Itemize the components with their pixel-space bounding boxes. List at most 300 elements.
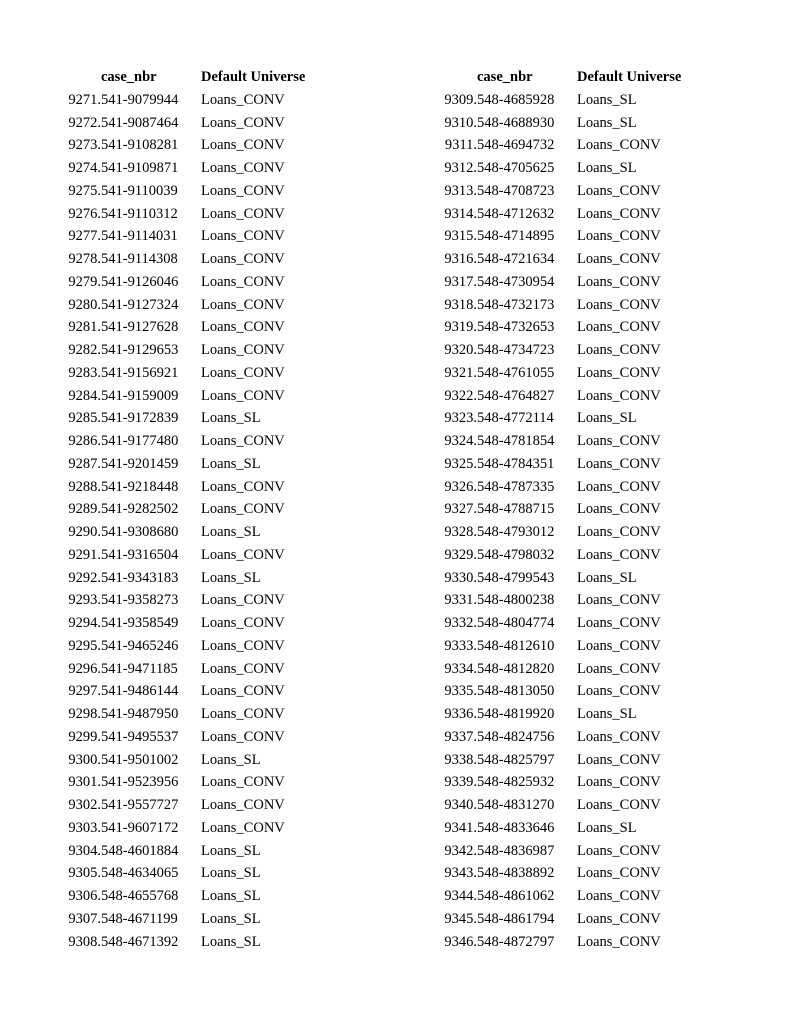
table-row <box>426 680 727 703</box>
default-universe-cell: Loans_CONV <box>577 387 661 404</box>
default-universe-cell: Loans_CONV <box>577 251 661 267</box>
obs-number: 9293. <box>68 592 101 609</box>
obs-number: 9302. <box>68 797 101 813</box>
case-nbr-cell: 548-4712632 <box>477 205 555 222</box>
table-row <box>50 589 351 612</box>
header-row <box>426 66 727 89</box>
table-row <box>50 635 351 658</box>
obs-number: 9322. <box>444 387 477 404</box>
table-row <box>426 635 727 658</box>
table-row <box>50 612 351 635</box>
case-nbr-cell: 541-9218448 <box>101 478 179 495</box>
obs-number: 9311. <box>444 137 477 154</box>
default-universe-cell: Loans_CONV <box>201 592 285 609</box>
obs-number: 9282. <box>68 342 101 358</box>
default-universe-cell: Loans_CONV <box>577 865 661 882</box>
case-nbr-cell: 541-9501002 <box>101 751 179 768</box>
default-universe-cell: Loans_SL <box>577 91 637 108</box>
obs-number: 9329. <box>444 546 477 563</box>
default-universe-cell: Loans_CONV <box>577 660 661 677</box>
default-universe-cell: Loans_SL <box>577 569 637 586</box>
default-universe-cell: Loans_SL <box>577 114 637 131</box>
case-nbr-cell: 548-4861794 <box>477 910 555 927</box>
default-universe-cell: Loans_CONV <box>201 228 285 245</box>
table-row <box>50 703 351 726</box>
case-nbr-cell: 548-4861062 <box>477 888 555 904</box>
default-universe-cell: Loans_SL <box>577 410 637 427</box>
case-nbr-cell: 541-9127628 <box>101 319 179 336</box>
case-nbr-cell: 541-9159009 <box>101 387 179 404</box>
obs-number: 9343. <box>444 865 477 882</box>
case-nbr-cell: 548-4788715 <box>477 501 555 518</box>
default-universe-cell: Loans_CONV <box>577 683 661 700</box>
right-table <box>426 66 727 953</box>
default-universe-cell: Loans_CONV <box>201 637 285 654</box>
case-nbr-cell: 548-4655768 <box>101 888 179 904</box>
table-row <box>50 771 351 794</box>
obs-number: 9271. <box>68 91 101 108</box>
table-row <box>50 134 351 157</box>
table-row <box>426 589 727 612</box>
case-nbr-cell: 548-4831270 <box>477 797 555 813</box>
obs-number: 9299. <box>68 728 101 745</box>
case-nbr-cell: 548-4730954 <box>477 273 555 290</box>
obs-number: 9323. <box>444 410 477 427</box>
table-row <box>426 567 727 590</box>
table-row <box>426 362 727 385</box>
obs-number: 9318. <box>444 296 477 313</box>
case-nbr-cell: 541-9523956 <box>101 774 179 791</box>
obs-number: 9326. <box>444 478 477 495</box>
table-row <box>50 430 351 453</box>
case-nbr-cell: 541-9079944 <box>101 91 179 108</box>
default-universe-cell: Loans_CONV <box>577 296 661 313</box>
obs-number: 9338. <box>444 751 477 768</box>
case-nbr-cell: 548-4685928 <box>477 91 555 108</box>
obs-number: 9339. <box>444 774 477 791</box>
obs-number: 9283. <box>68 364 101 381</box>
obs-number: 9278. <box>68 251 101 267</box>
obs-number: 9274. <box>68 160 101 176</box>
default-universe-cell: Loans_CONV <box>577 615 661 631</box>
default-universe-cell: Loans_CONV <box>201 251 285 267</box>
table-row <box>50 817 351 840</box>
default-universe-cell: Loans_CONV <box>577 478 661 495</box>
obs-number: 9277. <box>68 228 101 245</box>
obs-number: 9325. <box>444 455 477 472</box>
table-row <box>426 862 727 885</box>
case-nbr-cell: 548-4688930 <box>477 114 555 131</box>
case-nbr-cell: 541-9487950 <box>101 706 179 722</box>
case-nbr-cell: 548-4634065 <box>101 865 179 882</box>
default-universe-cell: Loans_CONV <box>577 592 661 609</box>
case-nbr-cell: 548-4694732 <box>477 137 555 154</box>
default-universe-cell: Loans_CONV <box>201 137 285 154</box>
obs-number: 9342. <box>444 842 477 859</box>
table-row <box>50 908 351 931</box>
obs-number: 9308. <box>68 933 101 950</box>
default-universe-cell: Loans_CONV <box>201 546 285 563</box>
default-universe-cell: Loans_CONV <box>201 160 285 176</box>
case-nbr-cell: 541-9109871 <box>101 160 179 176</box>
obs-number: 9298. <box>68 706 101 722</box>
table-row <box>50 407 351 430</box>
case-nbr-cell: 541-9358273 <box>101 592 179 609</box>
table-row <box>426 931 727 954</box>
case-nbr-header: case_nbr <box>477 69 533 85</box>
obs-number: 9276. <box>68 205 101 222</box>
case-nbr-cell: 548-4721634 <box>477 251 555 267</box>
table-row <box>50 294 351 317</box>
default-universe-cell: Loans_SL <box>201 524 261 540</box>
default-universe-cell: Loans_CONV <box>577 910 661 927</box>
default-universe-cell: Loans_CONV <box>201 706 285 722</box>
case-nbr-cell: 541-9129653 <box>101 342 179 358</box>
table-row <box>426 476 727 499</box>
table-row <box>426 225 727 248</box>
table-row <box>50 89 351 112</box>
obs-number: 9328. <box>444 524 477 540</box>
case-nbr-cell: 548-4804774 <box>477 615 555 631</box>
obs-number: 9336. <box>444 706 477 722</box>
case-nbr-cell: 541-9114031 <box>101 228 178 245</box>
default-universe-cell: Loans_SL <box>201 410 261 427</box>
table-row <box>50 931 351 954</box>
case-nbr-cell: 548-4732653 <box>477 319 555 336</box>
default-universe-cell: Loans_CONV <box>201 296 285 313</box>
default-universe-cell: Loans_SL <box>201 933 261 950</box>
case-nbr-cell: 541-9607172 <box>101 819 179 836</box>
case-nbr-cell: 548-4793012 <box>477 524 555 540</box>
case-nbr-cell: 548-4732173 <box>477 296 555 313</box>
table-row <box>426 544 727 567</box>
table-row <box>426 407 727 430</box>
table-row <box>426 658 727 681</box>
obs-number: 9289. <box>68 501 101 518</box>
table-row <box>50 385 351 408</box>
obs-number: 9273. <box>68 137 101 154</box>
default-universe-cell: Loans_CONV <box>577 364 661 381</box>
obs-number: 9310. <box>444 114 477 131</box>
default-universe-header: Default Universe <box>577 69 682 85</box>
default-universe-cell: Loans_CONV <box>201 91 285 108</box>
obs-number: 9337. <box>444 728 477 745</box>
obs-number: 9331. <box>444 592 477 609</box>
table-row <box>426 316 727 339</box>
table-row <box>50 680 351 703</box>
case-nbr-cell: 541-9308680 <box>101 524 179 540</box>
obs-number: 9335. <box>444 683 477 700</box>
default-universe-cell: Loans_CONV <box>201 387 285 404</box>
case-nbr-cell: 541-9471185 <box>101 660 178 677</box>
obs-number: 9297. <box>68 683 101 700</box>
obs-number: 9288. <box>68 478 101 495</box>
case-nbr-cell: 541-9156921 <box>101 364 179 381</box>
default-universe-cell: Loans_CONV <box>201 660 285 677</box>
default-universe-cell: Loans_CONV <box>577 205 661 222</box>
case-nbr-cell: 541-9316504 <box>101 546 179 563</box>
obs-number: 9327. <box>444 501 477 518</box>
default-universe-cell: Loans_CONV <box>577 137 661 154</box>
left-table-body <box>50 89 351 954</box>
table-row <box>426 749 727 772</box>
obs-number: 9346. <box>444 933 477 950</box>
case-nbr-cell: 548-4705625 <box>477 160 555 176</box>
default-universe-cell: Loans_SL <box>201 455 261 472</box>
obs-number: 9315. <box>444 228 477 245</box>
obs-number: 9317. <box>444 273 477 290</box>
default-universe-cell: Loans_CONV <box>201 728 285 745</box>
default-universe-cell: Loans_CONV <box>201 797 285 813</box>
table-row <box>50 248 351 271</box>
table-row <box>50 271 351 294</box>
default-universe-cell: Loans_CONV <box>201 273 285 290</box>
case-nbr-cell: 548-4601884 <box>101 842 179 859</box>
case-nbr-cell: 548-4872797 <box>477 933 555 950</box>
obs-number: 9330. <box>444 569 477 586</box>
obs-number: 9341. <box>444 819 477 836</box>
default-universe-cell: Loans_SL <box>201 751 261 768</box>
table-row <box>50 726 351 749</box>
case-nbr-cell: 548-4824756 <box>477 728 555 745</box>
obs-number: 9333. <box>444 637 477 654</box>
case-nbr-cell: 548-4798032 <box>477 546 555 563</box>
obs-number: 9334. <box>444 660 477 677</box>
case-nbr-cell: 548-4781854 <box>477 433 555 449</box>
obs-number: 9324. <box>444 433 477 449</box>
default-universe-cell: Loans_SL <box>201 888 261 904</box>
table-row <box>50 749 351 772</box>
obs-number: 9303. <box>68 819 101 836</box>
case-nbr-cell: 541-9358549 <box>101 615 179 631</box>
table-row <box>426 817 727 840</box>
default-universe-cell: Loans_SL <box>577 706 637 722</box>
case-nbr-cell: 548-4714895 <box>477 228 555 245</box>
obs-number: 9280. <box>68 296 101 313</box>
right-table-body <box>426 89 727 954</box>
table-row <box>50 203 351 226</box>
default-universe-cell: Loans_SL <box>577 819 637 836</box>
default-universe-cell: Loans_CONV <box>577 342 661 358</box>
table-row <box>426 453 727 476</box>
obs-number: 9301. <box>68 774 101 791</box>
default-universe-cell: Loans_CONV <box>577 433 661 449</box>
default-universe-cell: Loans_CONV <box>577 546 661 563</box>
default-universe-cell: Loans_CONV <box>577 524 661 540</box>
table-row <box>50 794 351 817</box>
case-nbr-cell: 548-4833646 <box>477 819 555 836</box>
case-nbr-cell: 541-9172839 <box>101 410 179 427</box>
table-row <box>426 703 727 726</box>
obs-number: 9313. <box>444 182 477 199</box>
table-row <box>50 112 351 135</box>
default-universe-cell: Loans_CONV <box>201 182 285 199</box>
case-nbr-cell: 548-4761055 <box>477 364 555 381</box>
case-nbr-cell: 548-4708723 <box>477 182 555 199</box>
case-nbr-cell: 541-9087464 <box>101 114 179 131</box>
obs-number: 9307. <box>68 910 101 927</box>
table-row <box>426 339 727 362</box>
case-nbr-cell: 548-4784351 <box>477 455 555 472</box>
default-universe-cell: Loans_CONV <box>577 774 661 791</box>
default-universe-cell: Loans_SL <box>201 865 261 882</box>
table-row <box>50 225 351 248</box>
obs-number: 9312. <box>444 160 477 176</box>
case-nbr-cell: 541-9557727 <box>101 797 179 813</box>
obs-number: 9285. <box>68 410 101 427</box>
default-universe-cell: Loans_SL <box>201 842 261 859</box>
table-row <box>426 498 727 521</box>
table-row <box>50 453 351 476</box>
default-universe-cell: Loans_CONV <box>577 319 661 336</box>
case-nbr-cell: 541-9108281 <box>101 137 179 154</box>
obs-number: 9304. <box>68 842 101 859</box>
obs-number: 9281. <box>68 319 101 336</box>
table-row <box>426 430 727 453</box>
default-universe-cell: Loans_CONV <box>577 751 661 768</box>
table-row <box>426 385 727 408</box>
table-row <box>426 294 727 317</box>
obs-number: 9290. <box>68 524 101 540</box>
case-nbr-header: case_nbr <box>101 69 157 85</box>
case-nbr-cell: 548-4812610 <box>477 637 555 654</box>
table-row <box>50 521 351 544</box>
obs-number: 9305. <box>68 865 101 882</box>
table-row <box>426 203 727 226</box>
obs-number: 9295. <box>68 637 101 654</box>
table-row <box>426 112 727 135</box>
table-row <box>426 180 727 203</box>
case-nbr-cell: 548-4764827 <box>477 387 555 404</box>
case-nbr-cell: 541-9343183 <box>101 569 179 586</box>
default-universe-cell: Loans_CONV <box>577 797 661 813</box>
case-nbr-cell: 541-9114308 <box>101 251 178 267</box>
table-row <box>50 157 351 180</box>
default-universe-cell: Loans_CONV <box>201 205 285 222</box>
table-row <box>426 794 727 817</box>
case-nbr-cell: 548-4812820 <box>477 660 555 677</box>
default-universe-cell: Loans_CONV <box>201 319 285 336</box>
default-universe-cell: Loans_CONV <box>201 683 285 700</box>
case-nbr-cell: 541-9486144 <box>101 683 179 700</box>
table-row <box>50 840 351 863</box>
case-nbr-cell: 548-4800238 <box>477 592 555 609</box>
default-universe-cell: Loans_SL <box>577 160 637 176</box>
left-table <box>50 66 351 953</box>
case-nbr-cell: 548-4819920 <box>477 706 555 722</box>
table-row <box>426 521 727 544</box>
case-nbr-cell: 548-4734723 <box>477 342 555 358</box>
table-row <box>50 658 351 681</box>
case-nbr-cell: 541-9282502 <box>101 501 179 518</box>
right-listing <box>426 66 727 953</box>
case-nbr-cell: 548-4836987 <box>477 842 555 859</box>
case-nbr-cell: 541-9177480 <box>101 433 179 449</box>
default-universe-header: Default Universe <box>201 69 306 85</box>
default-universe-cell: Loans_SL <box>201 910 261 927</box>
table-row <box>50 316 351 339</box>
table-row <box>426 157 727 180</box>
table-row <box>426 726 727 749</box>
obs-number: 9340. <box>444 797 477 813</box>
table-row <box>50 180 351 203</box>
table-row <box>50 885 351 908</box>
case-nbr-cell: 548-4671392 <box>101 933 179 950</box>
obs-number: 9344. <box>444 888 477 904</box>
default-universe-cell: Loans_CONV <box>577 501 661 518</box>
obs-number: 9345. <box>444 910 477 927</box>
case-nbr-cell: 548-4799543 <box>477 569 555 586</box>
table-row <box>50 476 351 499</box>
obs-number: 9291. <box>68 546 101 563</box>
case-nbr-cell: 548-4825797 <box>477 751 555 768</box>
obs-number: 9286. <box>68 433 101 449</box>
obs-number: 9292. <box>68 569 101 586</box>
default-universe-cell: Loans_CONV <box>577 455 661 472</box>
left-listing <box>50 66 351 953</box>
obs-number: 9306. <box>68 888 101 904</box>
obs-number: 9320. <box>444 342 477 358</box>
table-row <box>426 885 727 908</box>
case-nbr-cell: 541-9465246 <box>101 637 179 654</box>
obs-number: 9332. <box>444 615 477 631</box>
default-universe-cell: Loans_CONV <box>577 888 661 904</box>
default-universe-cell: Loans_CONV <box>577 273 661 290</box>
obs-number: 9275. <box>68 182 101 199</box>
default-universe-cell: Loans_CONV <box>577 842 661 859</box>
case-nbr-cell: 548-4671199 <box>101 910 178 927</box>
obs-number: 9296. <box>68 660 101 677</box>
obs-number: 9321. <box>444 364 477 381</box>
obs-number: 9300. <box>68 751 101 768</box>
case-nbr-cell: 541-9126046 <box>101 273 179 290</box>
case-nbr-cell: 548-4825932 <box>477 774 555 791</box>
case-nbr-cell: 548-4838892 <box>477 865 555 882</box>
header-row <box>50 66 351 89</box>
obs-number: 9284. <box>68 387 101 404</box>
obs-number: 9314. <box>444 205 477 222</box>
table-row <box>426 134 727 157</box>
table-row <box>50 544 351 567</box>
obs-number: 9316. <box>444 251 477 267</box>
case-nbr-cell: 548-4813050 <box>477 683 555 700</box>
table-row <box>50 362 351 385</box>
default-universe-cell: Loans_CONV <box>577 933 661 950</box>
default-universe-cell: Loans_CONV <box>201 819 285 836</box>
default-universe-cell: Loans_CONV <box>201 342 285 358</box>
default-universe-cell: Loans_CONV <box>201 364 285 381</box>
table-row <box>426 248 727 271</box>
default-universe-cell: Loans_CONV <box>577 637 661 654</box>
table-row <box>426 89 727 112</box>
default-universe-cell: Loans_CONV <box>201 615 285 631</box>
case-nbr-cell: 541-9110312 <box>101 205 178 222</box>
obs-number: 9294. <box>68 615 101 631</box>
case-nbr-cell: 541-9495537 <box>101 728 179 745</box>
obs-number: 9319. <box>444 319 477 336</box>
default-universe-cell: Loans_CONV <box>201 114 285 131</box>
obs-number: 9309. <box>444 91 477 108</box>
obs-number: 9287. <box>68 455 101 472</box>
case-nbr-cell: 541-9201459 <box>101 455 179 472</box>
default-universe-cell: Loans_CONV <box>201 433 285 449</box>
table-row <box>50 862 351 885</box>
obs-number: 9279. <box>68 273 101 290</box>
obs-number: 9272. <box>68 114 101 131</box>
table-row <box>426 771 727 794</box>
table-row <box>50 498 351 521</box>
default-universe-cell: Loans_SL <box>201 569 261 586</box>
